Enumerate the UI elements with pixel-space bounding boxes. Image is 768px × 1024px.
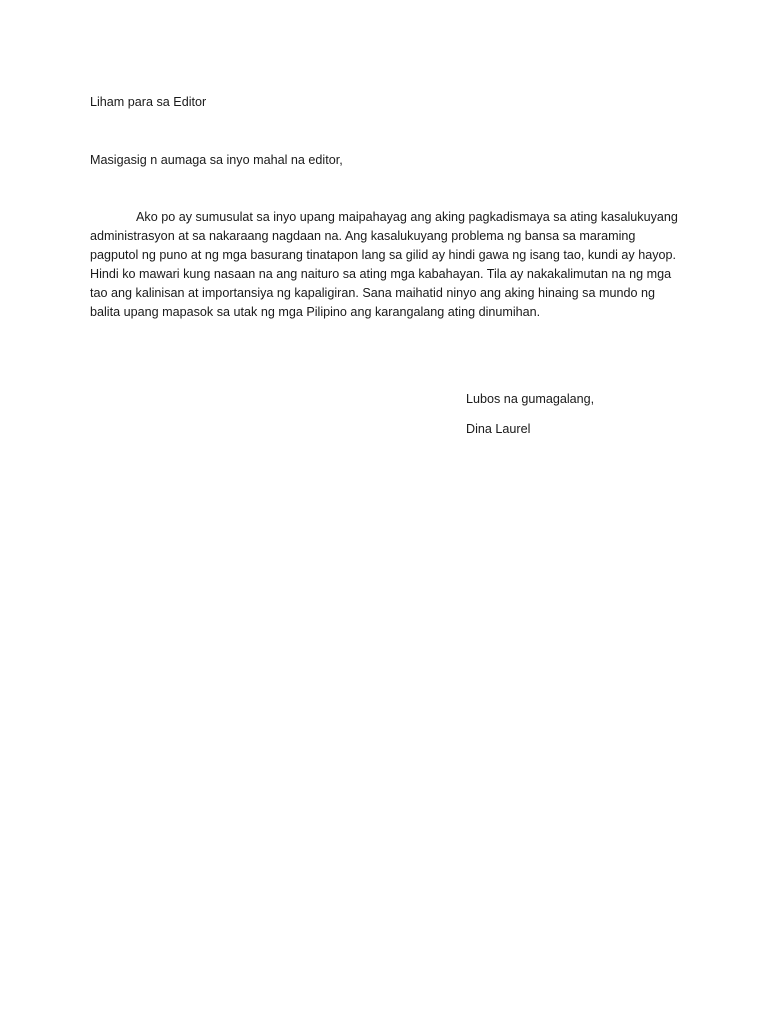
letter-salutation: Masigasig n aumaga sa inyo mahal na editor, xyxy=(90,153,343,167)
letter-body: Ako po ay sumusulat sa inyo upang maipahayag ang aking pagkadismaya sa ating kasalukuyang administrasyon at sa nakaraang nagdaan na. Ang kasalukuyang problema ng bansa sa maraming pagputol ng puno at ng mga basurang tinatapon lang sa gilid ay hindi gawa ng isang tao, kundi ay hayop. Hindi ko mawari kung nasaan na ang naituro sa ating mga kabahayan. Tila ay nakakalimutan na ng mga tao ang kalinisan at importansiya ng kapaligiran. Sana maihatid ninyo ang aking hinaing sa mundo ng balita upang mapasok sa utak ng mga Pilipino ang karangalang ating dinumihan. xyxy=(90,210,678,319)
letter-closing: Lubos na gumagalang, xyxy=(466,392,595,406)
letter-signature: Dina Laurel xyxy=(466,422,531,436)
letter-heading: Liham para sa Editor xyxy=(90,95,207,109)
